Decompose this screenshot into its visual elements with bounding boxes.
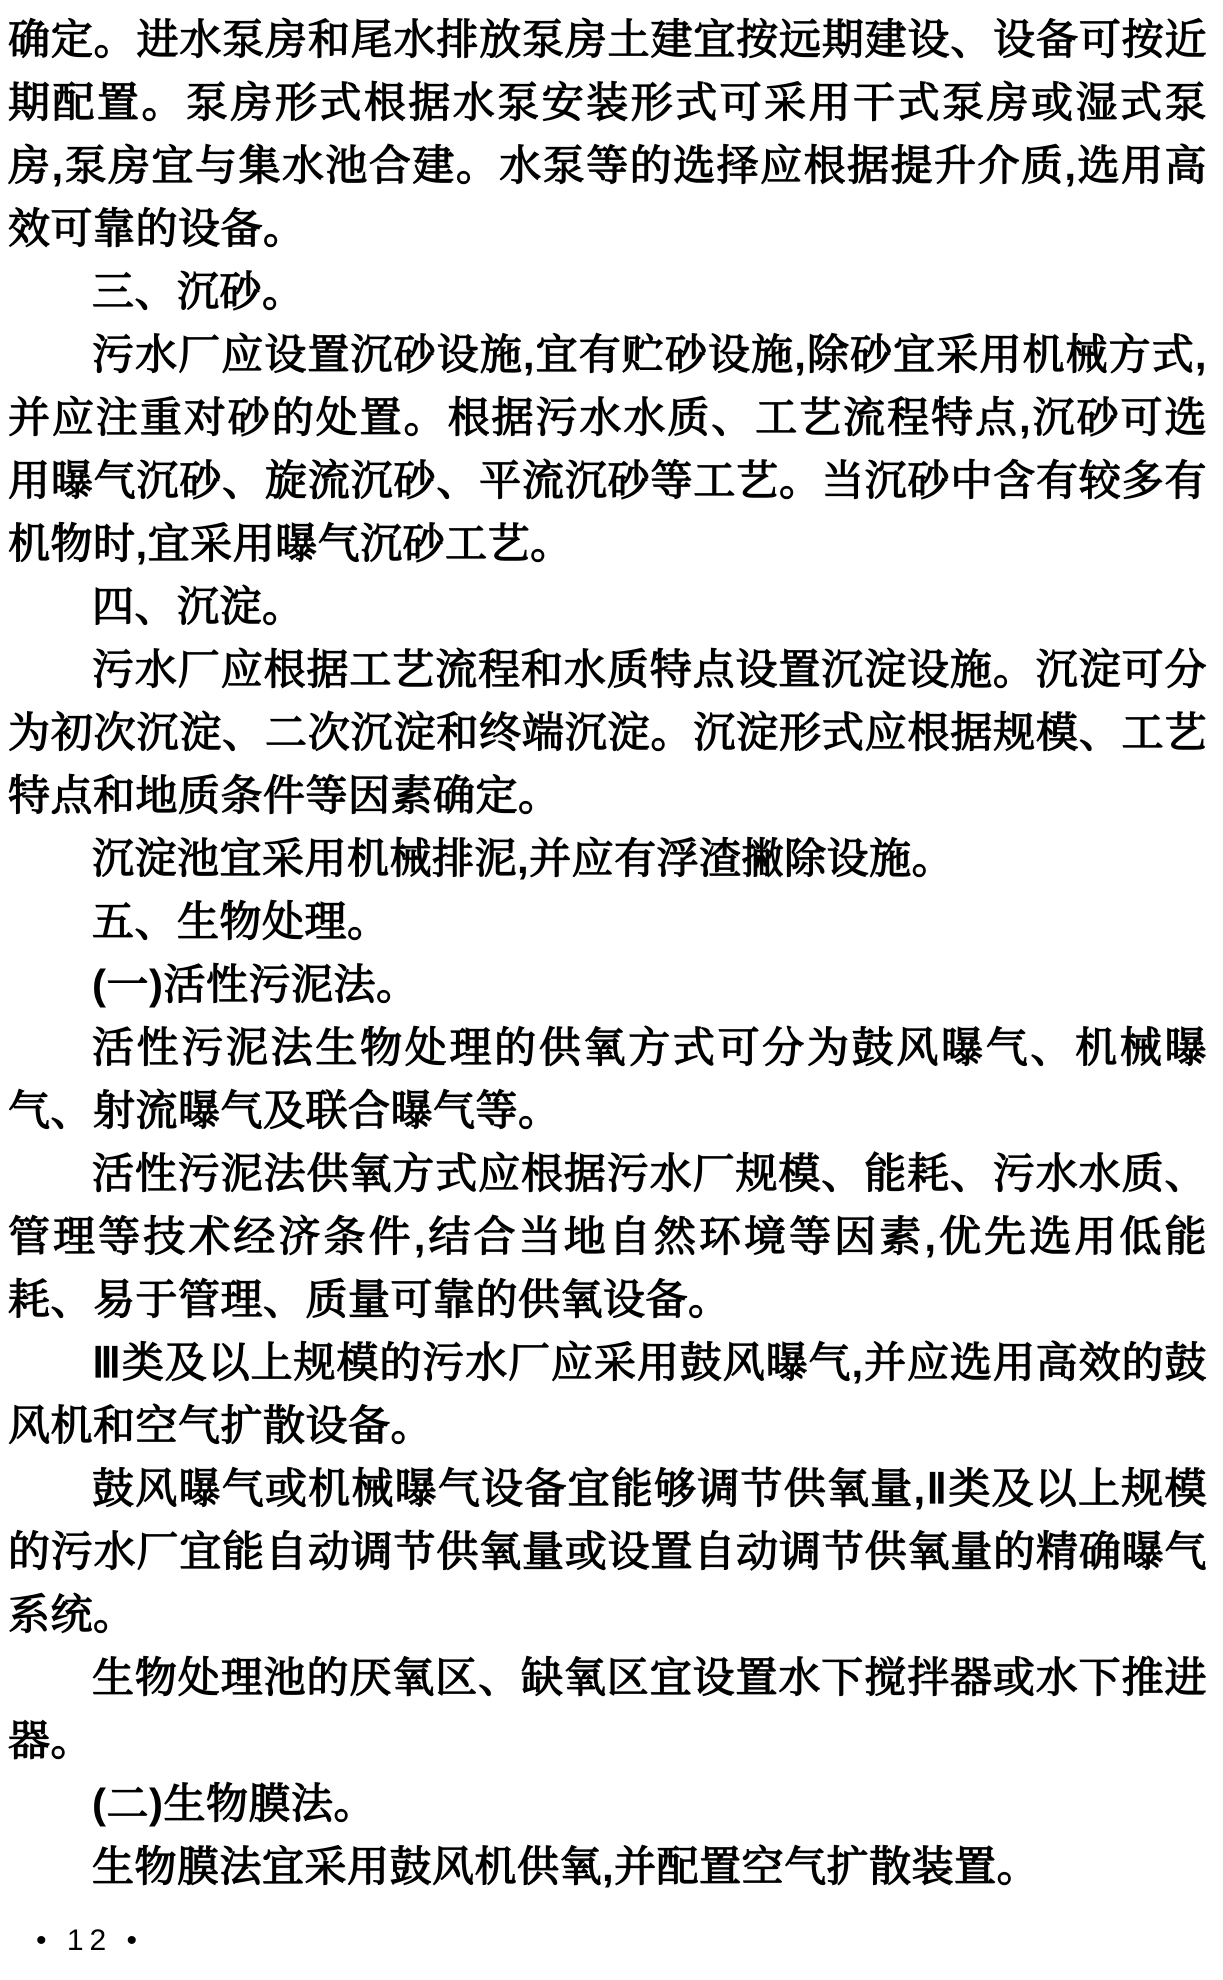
subsection-heading-1-activated-sludge: (一)活性污泥法。 [92, 961, 419, 1008]
paragraph-sedimentation-tank: 沉淀池宜采用机械排泥,并应有浮渣撇除设施。 [92, 835, 955, 882]
section-heading-4-sedimentation: 四、沉淀。 [92, 583, 305, 630]
paragraph-continuation: 确定。进水泵房和尾水排放泵房土建宜按远期建设、设备可按近期配置。泵房形式根据水泵安装形式可采用干式泵房或湿式泵房,泵房宜与集水池合建。水泵等的选择应根据提升介质,选用高效可靠的设备。 [8, 16, 1207, 252]
paragraph-activated-sludge-oxygen-supply: 活性污泥法供氧方式应根据污水厂规模、能耗、污水水质、管理等技术经济条件,结合当地自然环境等因素,优先选用低能耗、易于管理、质量可靠的供氧设备。 [8, 1150, 1207, 1323]
section-heading-3-grit-removal: 三、沉砂。 [92, 268, 305, 315]
paragraph-biofilm-oxygen-supply: 生物膜法宜采用鼓风机供氧,并配置空气扩散装置。 [92, 1843, 1040, 1890]
paragraph-aeration-adjustment: 鼓风曝气或机械曝气设备宜能够调节供氧量,Ⅱ类及以上规模的污水厂宜能自动调节供氧量或设置自动调节供氧量的精确曝气系统。 [8, 1465, 1207, 1638]
paragraph-activated-sludge-aeration-types: 活性污泥法生物处理的供氧方式可分为鼓风曝气、机械曝气、射流曝气及联合曝气等。 [8, 1024, 1207, 1134]
subsection-heading-2-biofilm: (二)生物膜法。 [92, 1780, 376, 1827]
page-number: • 12 • [36, 1924, 144, 1957]
paragraph-grit-removal: 污水厂应设置沉砂设施,宜有贮砂设施,除砂宜采用机械方式,并应注重对砂的处置。根据污水水质、工艺流程特点,沉砂可选用曝气沉砂、旋流沉砂、平流沉砂等工艺。当沉砂中含有较多有机物时,宜采用曝气沉砂工艺。 [8, 331, 1207, 567]
paragraph-class3-blower-aeration: Ⅲ类及以上规模的污水厂应采用鼓风曝气,并应选用高效的鼓风机和空气扩散设备。 [8, 1339, 1207, 1449]
section-heading-5-biological-treatment: 五、生物处理。 [92, 898, 390, 945]
paragraph-sedimentation: 污水厂应根据工艺流程和水质特点设置沉淀设施。沉淀可分为初次沉淀、二次沉淀和终端沉淀。沉淀形式应根据规模、工艺特点和地质条件等因素确定。 [8, 646, 1207, 819]
paragraph-anaerobic-anoxic-zones: 生物处理池的厌氧区、缺氧区宜设置水下搅拌器或水下推进器。 [8, 1654, 1207, 1764]
